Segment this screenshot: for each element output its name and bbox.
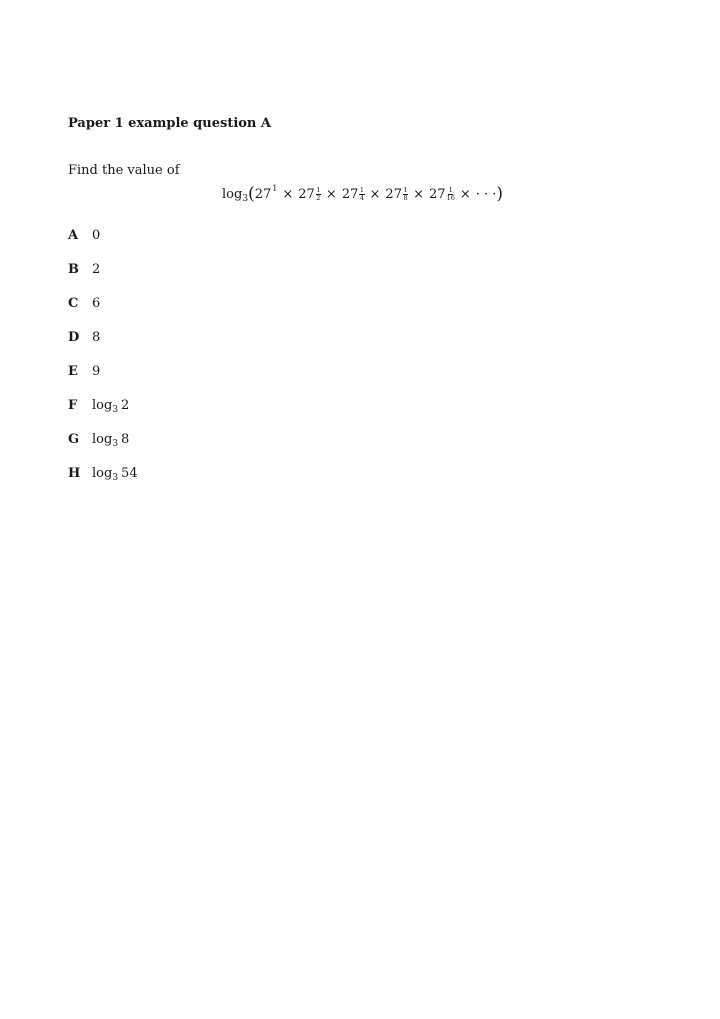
option-value — [92, 330, 100, 345]
power-term — [429, 187, 455, 202]
open-paren: ( — [248, 184, 255, 204]
option-number: 6 — [92, 296, 101, 311]
log-base: 3 — [112, 439, 119, 449]
option-value — [92, 364, 100, 379]
question-title: Paper 1 example question A — [68, 116, 271, 131]
option-letter: G — [68, 432, 80, 447]
expression-terms — [254, 184, 455, 202]
option-number: 0 — [92, 228, 101, 243]
log-base: 3 — [112, 405, 119, 415]
option-number: 9 — [92, 364, 101, 379]
power-term — [298, 187, 321, 202]
log-function: log — [92, 398, 113, 413]
option-value — [92, 296, 100, 311]
option-g — [68, 432, 138, 466]
fraction-exponent — [359, 187, 364, 201]
power-term — [254, 184, 278, 202]
power-exponent: 1 — [272, 184, 278, 193]
fraction-numerator: 1 — [448, 186, 453, 194]
option-b — [68, 262, 138, 296]
log-base: 3 — [242, 194, 249, 204]
fraction-numerator: 1 — [359, 186, 365, 194]
option-f — [68, 398, 138, 432]
option-letter: E — [68, 364, 78, 379]
option-letter: B — [68, 262, 79, 277]
option-c — [68, 296, 138, 330]
fraction-denominator: 16 — [446, 194, 455, 202]
fraction-exponent — [447, 187, 455, 201]
log-function: log — [92, 466, 113, 481]
log-function: log — [222, 187, 243, 202]
times-operator: × — [413, 187, 425, 202]
close-paren: ) — [496, 184, 504, 204]
option-a — [68, 228, 138, 262]
log-function: log — [92, 432, 113, 447]
fraction-denominator: 4 — [359, 194, 365, 202]
fraction-exponent — [403, 187, 408, 201]
option-d — [68, 330, 138, 364]
option-number: 54 — [121, 466, 138, 481]
fraction-denominator: 2 — [316, 194, 321, 202]
option-e — [68, 364, 138, 398]
option-letter: H — [68, 466, 81, 481]
option-letter: C — [68, 296, 79, 311]
option-number: 2 — [121, 398, 130, 413]
option-letter: A — [68, 228, 79, 243]
option-value — [92, 432, 129, 449]
power-base: 27 — [298, 187, 315, 202]
log-base: 3 — [112, 473, 119, 483]
power-base: 27 — [429, 187, 446, 202]
option-number: 2 — [92, 262, 101, 277]
fraction-exponent — [316, 187, 321, 201]
option-letter: D — [68, 330, 80, 345]
fraction-numerator: 1 — [316, 186, 321, 194]
answer-options — [68, 228, 138, 500]
power-term — [342, 187, 365, 202]
math-expression — [222, 177, 503, 211]
option-number: 8 — [92, 330, 101, 345]
power-base: 27 — [341, 187, 359, 202]
option-value — [92, 466, 138, 483]
ellipsis: · · · — [475, 187, 497, 202]
times-operator: × — [282, 187, 294, 202]
option-letter: F — [68, 398, 78, 413]
times-operator: × — [325, 187, 337, 202]
option-number: 8 — [121, 432, 130, 447]
option-h — [68, 466, 138, 500]
times-operator: × — [369, 187, 381, 202]
power-term — [385, 187, 408, 202]
fraction-denominator: 8 — [403, 194, 408, 202]
option-value — [92, 262, 100, 277]
option-value — [92, 228, 100, 243]
power-base: 27 — [254, 187, 272, 202]
fraction-numerator: 1 — [403, 186, 408, 194]
option-value — [92, 398, 129, 415]
question-prompt: Find the value of — [68, 163, 180, 178]
times-operator: × — [459, 187, 471, 202]
power-base: 27 — [385, 187, 402, 202]
